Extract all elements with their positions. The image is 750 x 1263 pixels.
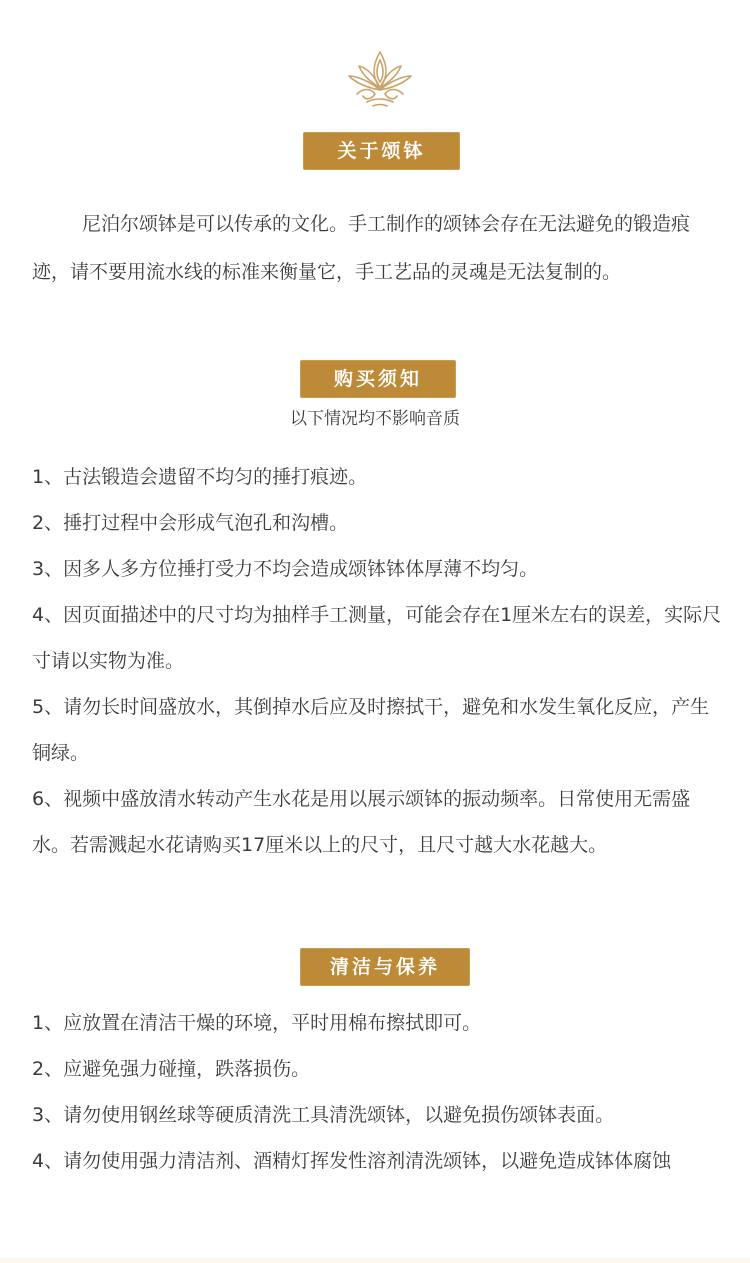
- list-item: 3、请勿使用钢丝球等硬质清洗工具清洗颂钵，以避免损伤颂钵表面。: [32, 1104, 615, 1126]
- about-paragraph: 尼泊尔颂钵是可以传承的文化。手工制作的颂钵会存在无法避免的锻造痕迹，请不要用流水线的标准来衡量它，手工艺品的灵魂是无法复制的。: [32, 213, 691, 283]
- list-item: 1、古法锻造会遗留不均匀的捶打痕迹。: [32, 466, 368, 488]
- lotus-icon: [345, 48, 415, 112]
- section-title-care: 清洁与保养: [300, 948, 470, 986]
- list-item: 2、应避免强力碰撞，跌落损伤。: [32, 1058, 311, 1080]
- list-item: 3、因多人多方位捶打受力不均会造成颂钵钵体厚薄不均匀。: [32, 558, 539, 580]
- list-item: 2、捶打过程中会形成气泡孔和沟槽。: [32, 512, 349, 534]
- list-item: 4、因页面描述中的尺寸均为抽样手工测量，可能会存在1厘米左右的误差，实际尺寸请以实物为准。: [32, 604, 722, 672]
- section-title-notice: 购买须知: [300, 360, 456, 398]
- list-item: 5、请勿长时间盛放水，其倒掉水后应及时擦拭干，避免和水发生氧化反应，产生铜绿。: [32, 696, 710, 764]
- list-item: 6、视频中盛放清水转动产生水花是用以展示颂钵的振动频率。日常使用无需盛水。若需溅起水花请购买17厘米以上的尺寸，且尺寸越大水花越大。: [32, 788, 691, 856]
- notice-list: [32, 454, 727, 868]
- list-item: 1、应放置在清洁干燥的环境，平时用棉布擦拭即可。: [32, 1012, 482, 1034]
- list-item: 4、请勿使用强力清洁剂、酒精灯挥发性溶剂清洗颂钵，以避免造成钵体腐蚀: [32, 1150, 672, 1172]
- care-list: [32, 1000, 727, 1184]
- notice-subtitle: 以下情况均不影响音质: [290, 409, 460, 429]
- section-title-about: 关于颂钵: [303, 132, 460, 170]
- bottom-divider: [0, 1258, 750, 1263]
